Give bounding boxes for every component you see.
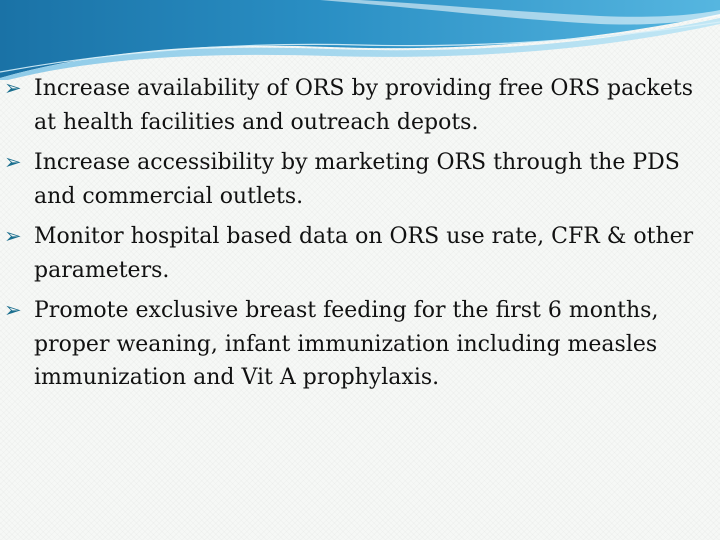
bullet-item xyxy=(0,294,720,395)
bullet-list xyxy=(0,72,720,402)
bullet-text: Increase availability of ORS by providing free ORS packets at health facilities and outreach depots. xyxy=(34,76,694,135)
bullet-text: Monitor hospital based data on ORS use rate, CFR & other parameters. xyxy=(34,224,694,283)
bullet-item xyxy=(0,220,720,287)
bullet-text: Promote exclusive breast feeding for the first 6 months, proper weaning, infant immunization including measles immunization and Vit A prophylaxis. xyxy=(34,298,659,390)
header-wave-decoration xyxy=(0,0,720,80)
arrow-bullet-icon: ➢ xyxy=(4,298,22,322)
bullet-text: Increase accessibility by marketing ORS through the PDS and commercial outlets. xyxy=(34,150,680,209)
arrow-bullet-icon: ➢ xyxy=(4,76,22,100)
arrow-bullet-icon: ➢ xyxy=(4,224,22,248)
bullet-item xyxy=(0,146,720,213)
arrow-bullet-icon: ➢ xyxy=(4,150,22,174)
bullet-item xyxy=(0,72,720,139)
